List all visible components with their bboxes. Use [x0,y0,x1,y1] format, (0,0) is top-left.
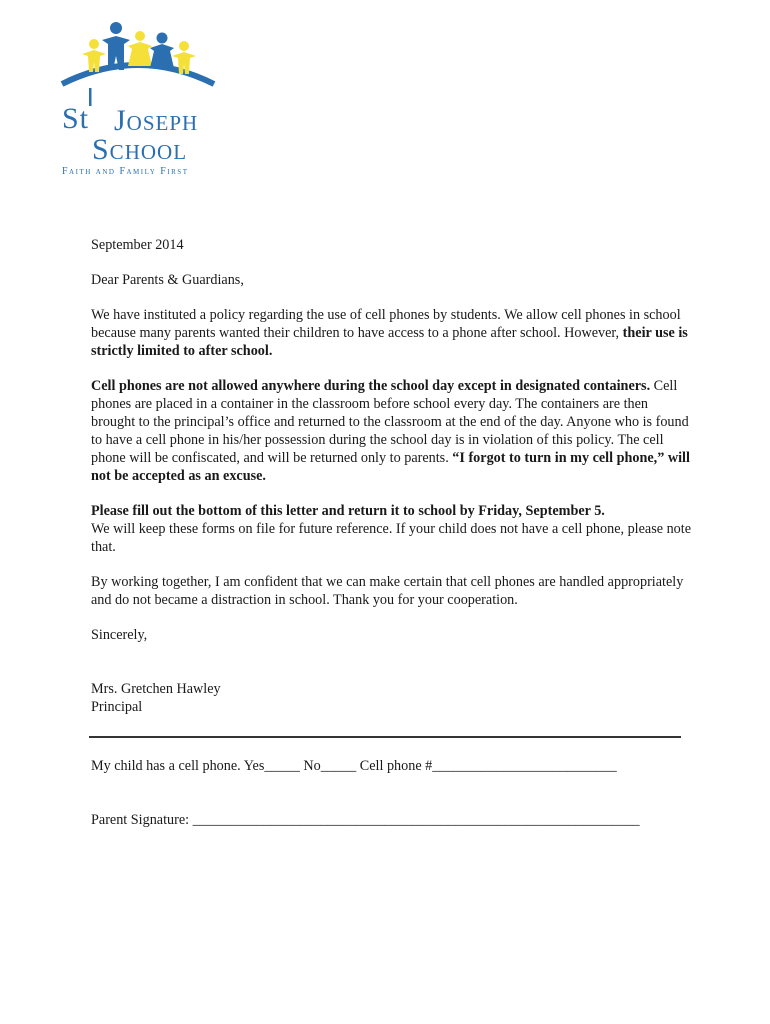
logo-st-text: St [62,102,90,135]
letter-greeting: Dear Parents & Guardians, [91,272,244,288]
paragraph-rules-bold-intro: Cell phones are not allowed anywhere during the school day except in designated containers. [91,378,651,394]
paragraph-policy-text: We have instituted a policy regarding the use of cell phones by students. We allow cell phones in school because many parents wanted their children to have access to a phone after school. However, [91,307,681,341]
letter-closing: Sincerely, [91,627,148,643]
letter-date: September 2014 [91,237,184,253]
parent-signature-line[interactable]: Parent Signature: _______________________________________________________________ [91,812,640,828]
paragraph-cooperation: By working together, I am confident that we can make certain that cell phones are handled appropriately and do not became a distraction in school. Thank you for your cooperation. [91,574,684,608]
paragraph-return-bold: Please fill out the bottom of this letter and return it to school by Friday, September 5. [91,503,605,519]
logo-joseph-text: Joseph [114,104,199,137]
signer-title: Principal [91,699,143,715]
form-divider [89,736,681,738]
logo-school-text: School [92,133,188,166]
paragraph-policy [91,306,691,360]
paragraph-policy-bold: their use is strictly limited to after school. [91,325,688,359]
paragraph-return-text: We will keep these forms on file for future reference. If your child does not have a cell phone, please note that. [91,521,692,555]
cell-phone-form-line[interactable]: My child has a cell phone. Yes_____ No_____ Cell phone #__________________________ [91,758,617,774]
paragraph-rules-text: Cell phones are placed in a container in the classroom before school every day. The containers are then brought to the principal’s office and returned to the classroom at the end of the day. Anyone who is found to have a cell phone in his/her possession during the school day is in violation of this policy. The cell phone will be confiscated, and will be returned only to parents. [91,378,689,466]
school-logo [58,16,218,177]
logo-tagline: Faith and Family First [62,166,189,177]
school-children-logo-icon [58,16,218,106]
signer-name: Mrs. Gretchen Hawley [91,681,221,697]
paragraph-rules [91,377,691,485]
signer-block [91,680,691,716]
letter-body [91,236,691,733]
paragraph-rules-bold-excuse: “I forgot to turn in my cell phone,” will not be accepted as an excuse. [91,450,690,484]
paragraph-return-form [91,502,691,556]
